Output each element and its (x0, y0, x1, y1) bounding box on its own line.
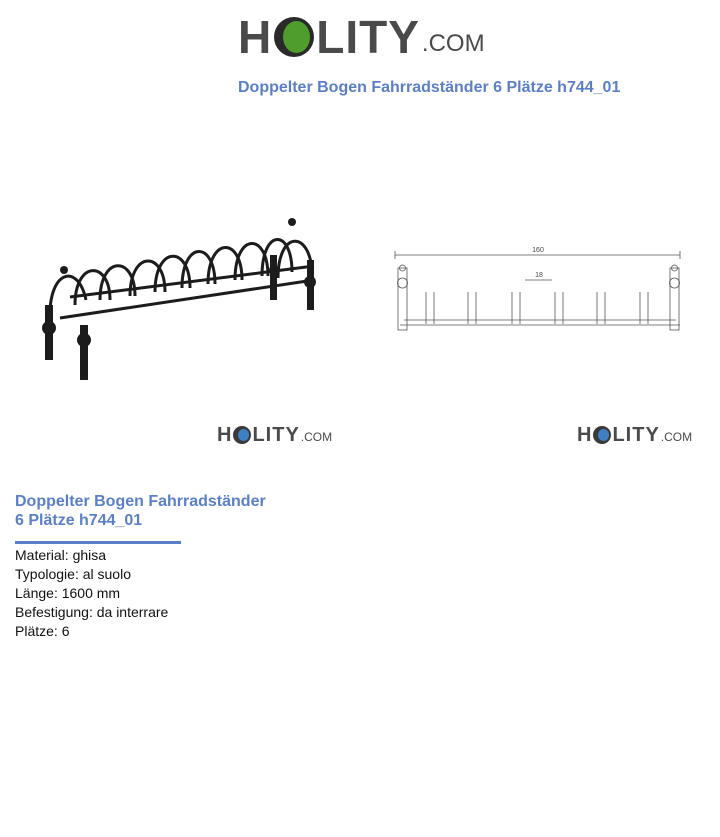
spec-row-befestigung: Befestigung: da interrare (15, 604, 169, 620)
logo-letters-lity: LITY (316, 11, 420, 63)
product-photo (30, 200, 330, 385)
holity-logo-small (217, 425, 332, 445)
logo-domain: .COM (300, 430, 333, 444)
logo-domain: .COM (421, 30, 485, 57)
logo-letters-lity: LITY (612, 424, 660, 446)
spec-row-plaetze: Plätze: 6 (15, 623, 70, 639)
holity-logo[interactable] (238, 11, 485, 63)
technical-drawing (390, 240, 715, 345)
spec-list (15, 546, 168, 641)
logo-letter-h: H (238, 11, 273, 63)
logo-o-icon (593, 426, 611, 444)
page-title: Doppelter Bogen Fahrradständer 6 Plätze h744_01 (238, 79, 621, 96)
logo-o-icon (274, 17, 314, 57)
spec-row-material: Material: ghisa (15, 547, 107, 563)
logo-letter-h: H (217, 424, 233, 446)
product-title (15, 492, 315, 530)
dim-gap-label: 18 (535, 272, 543, 279)
product-title-line2: 6 Plätze h744_01 (15, 512, 143, 529)
holity-logo-small (577, 425, 692, 445)
logo-o-icon (233, 426, 251, 444)
title-divider (15, 541, 181, 544)
logo-letter-h: H (577, 424, 593, 446)
spec-row-laenge: Länge: 1600 mm (15, 585, 121, 601)
product-title-line1: Doppelter Bogen Fahrradständer (15, 493, 266, 510)
dim-total-label: 160 (532, 247, 544, 254)
spec-row-typologie: Typologie: al suolo (15, 566, 131, 582)
logo-letters-lity: LITY (252, 424, 300, 446)
logo-domain: .COM (660, 430, 693, 444)
